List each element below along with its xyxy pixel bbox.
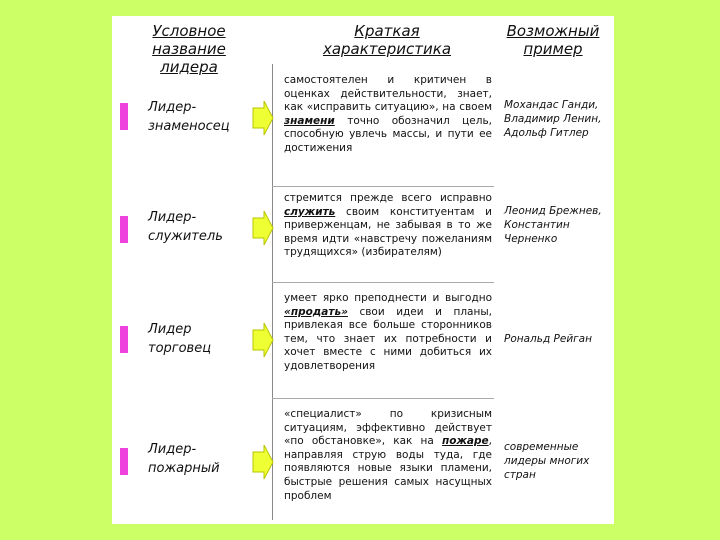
arrow-right-icon [252, 444, 274, 480]
description-trader: умеет ярко преподнести и выгодно «продать» свои идеи и планы, привлекая все больше сторонников тем, что знает их потребности и хочет вместе с ними добиться их удовлетворения [284, 292, 492, 372]
leader-name-bannerman: Лидер-знаменосец [148, 100, 230, 134]
key-word: пожаре [442, 435, 489, 448]
example-firefighter: современные лидеры многих стран [504, 441, 590, 481]
row-marker [120, 326, 128, 353]
arrow-right-icon [252, 100, 274, 136]
row-marker [120, 216, 128, 243]
row-marker [120, 103, 128, 130]
arrow-right-icon [252, 210, 274, 246]
document-page [112, 16, 614, 524]
key-word: «продать» [284, 305, 348, 318]
leader-name-firefighter: Лидер-пожарный [148, 442, 220, 476]
row-divider [272, 398, 494, 399]
header-characteristic: Краткая характеристика [322, 22, 452, 58]
description-bannerman: самостоятелен и критичен в оценках действительности, знает, как «исправить ситуацию», на своем знамени точно обозначил цель, способную увлечь массы, и пути ее достижения [284, 74, 492, 154]
example-bannerman: Мохандас Ганди, Владимир Ленин, Адольф Гитлер [504, 99, 602, 139]
leader-name-servant: Лидер-служитель [148, 210, 223, 244]
description-firefighter: «специалист» по кризисным ситуациям, эффективно действует «по обстановке», как на пожаре, направляя струю воды туда, где появляются новые языки пламени, быстрые решения самых насущных проблем [284, 408, 492, 502]
key-word: служить [284, 205, 336, 218]
row-marker [120, 448, 128, 475]
row-divider [272, 186, 494, 187]
header-leader-name: Условное название лидера [152, 22, 226, 76]
row-divider [272, 282, 494, 283]
example-trader: Рональд Рейган [504, 333, 592, 345]
description-servant: стремится прежде всего исправно служить своим конституентам и приверженцам, не забывая в то же время идти «навстречу пожеланиям трудящихся» (избирателям) [284, 192, 492, 259]
leader-name-trader: Лидер торговец [148, 322, 212, 356]
arrow-right-icon [252, 322, 274, 358]
example-servant: Леонид Брежнев, Константин Черненко [504, 205, 602, 245]
header-example: Возможный пример [506, 22, 600, 58]
key-word: знамени [284, 114, 335, 127]
